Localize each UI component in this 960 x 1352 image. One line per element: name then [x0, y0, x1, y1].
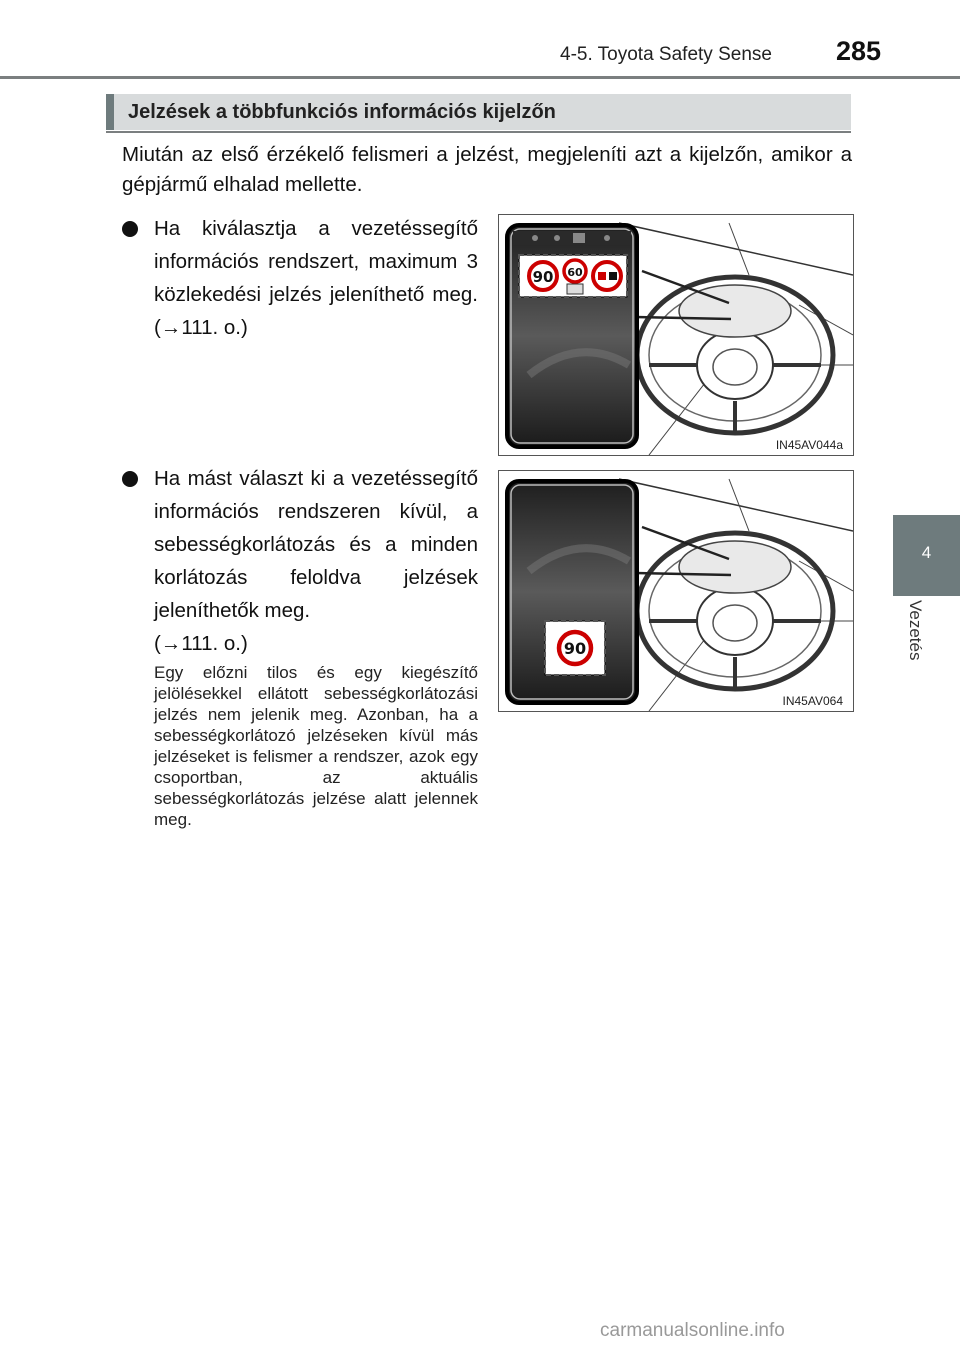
section-heading-bar — [106, 94, 851, 130]
figure-caption: IN45AV064 — [782, 694, 843, 708]
footer-watermark-url[interactable]: carmanualsonline.info — [600, 1320, 785, 1341]
bullet-page-ref: (→111. o.) — [154, 632, 248, 655]
section-underline — [106, 131, 851, 133]
running-header-section: 4-5. Toyota Safety Sense — [560, 44, 772, 65]
note-paragraph: Egy előzni tilos és egy kiegészítő jelölésekkel ellátott sebességkorlátozási jelzés nem jelenik meg. Azonban, ha a sebességkorlátozó jelzéseken kívül más jelzéseket is felismer a rendszer, azok egy csoportban, az aktuális sebességkorlátozás jelzése alatt jelennek meg. — [154, 663, 478, 829]
section-title: Jelzések a többfunkciós információs kijelzőn — [128, 101, 556, 123]
chapter-label: Vezetés — [906, 600, 925, 661]
bullet-item — [122, 212, 478, 344]
figure-display-three-signs — [498, 214, 854, 456]
figure-caption: IN45AV044a — [775, 438, 843, 452]
bullet-text: Ha kiválasztja a vezetéssegítő információs rendszert, maximum 3 közlekedési jelzés jeleníthető meg. (→111. o.) — [154, 217, 478, 339]
chapter-tab — [893, 515, 960, 596]
figure-display-speed-limit — [498, 470, 854, 712]
dashboard-illustration — [499, 471, 853, 711]
speed-sign-90-label: 90 — [563, 639, 587, 658]
speed-sign-90-label: 90 — [532, 268, 554, 286]
bullet-dot-icon — [122, 471, 138, 487]
speed-sign-60-label: 60 — [567, 266, 583, 279]
chapter-number: 4 — [921, 543, 932, 562]
bullet-item — [122, 462, 478, 660]
dashboard-illustration — [499, 215, 853, 455]
bullet-text: Ha mást választ ki a vezetéssegítő információs rendszeren kívül, a sebességkorlátozás és a minden korlátozás feloldva jelzések jeleníthetők meg. — [154, 467, 478, 622]
supplementary-plate-icon — [567, 284, 583, 294]
header-rule — [0, 76, 960, 79]
page-number: 285 — [836, 36, 882, 66]
bullet-dot-icon — [122, 221, 138, 237]
intro-paragraph: Miután az első érzékelő felismeri a jelzést, megjeleníti azt a kijelzőn, amikor a gépjármű elhalad mellette. — [122, 143, 852, 196]
